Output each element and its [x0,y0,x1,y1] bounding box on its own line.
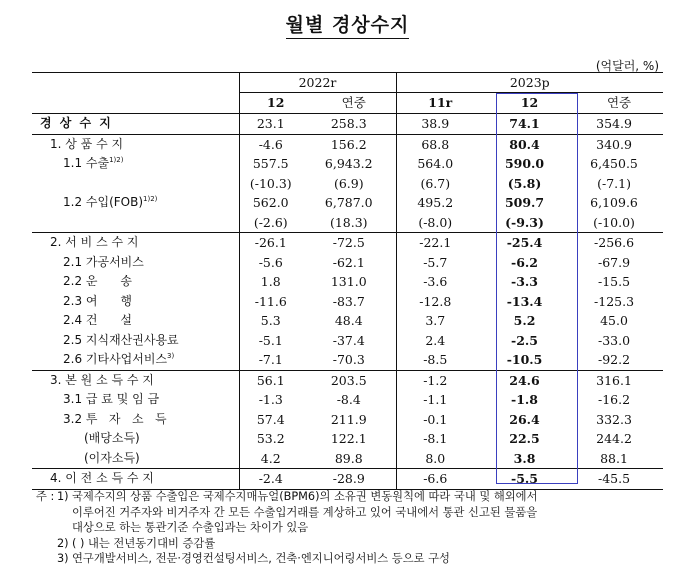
header-row-periods [32,93,663,114]
cell-value: 495.2 [396,193,484,213]
table-row [32,350,663,370]
row-label [32,114,239,135]
footnote-1 [36,489,676,536]
row-label-text: 3. 본 원 소 득 수 지 [50,372,154,387]
cell-value: (-2.6) [239,213,312,233]
footnote-2-text: ( ) 내는 전년동기대비 증감률 [72,536,216,550]
row-label-text: 2.3 여 행 [63,293,132,308]
cell-value: -13.4 [506,293,543,309]
cell-value: -83.7 [332,293,365,309]
header-col-1: 12 [239,93,312,114]
cell-value: 3.7 [396,311,484,331]
row-label [32,213,239,233]
cell-value: 6,787.0 [324,195,373,210]
cell-value: -5.5 [484,469,575,490]
cell-value: 56.1 [239,370,312,390]
cell-value: (5.8) [507,175,542,191]
cell-value: -92.2 [597,352,631,367]
table-row [32,134,663,154]
cell-value: -3.3 [511,274,538,289]
table-row [32,154,663,174]
row-label [32,292,239,312]
cell-value: 557.5 [239,154,312,174]
cell-value: -7.1 [239,350,312,370]
row-label-text: 3.2 투 자 소 득 [63,411,167,426]
table-row [32,233,663,253]
cell-value: -5.7 [396,253,484,273]
row-label-text: 경 상 수 지 [40,116,113,130]
row-label-text: 2.4 건 설 [63,313,132,327]
cell-value: 203.5 [312,370,396,390]
header-row-years [32,73,663,93]
cell-value: 48.4 [334,313,363,328]
cell-value: 5.2 [513,313,536,328]
cell-value: 88.1 [600,450,628,466]
cell-value: 332.3 [596,411,632,427]
cell-value: -1.3 [239,390,312,410]
footnote-2-number: 2) [57,536,69,550]
footnote-ref: 3) [167,352,175,360]
cell-value: 8.0 [396,449,484,469]
cell-value: 89.8 [334,450,363,466]
row-label-text: 2.6 기타사업서비스 [63,352,168,366]
row-label [32,331,239,351]
cell-value: -26.1 [239,233,312,253]
cell-value: 156.2 [312,134,396,154]
footnotes [36,489,676,567]
row-label-text: 2.2 운 송 [63,274,132,288]
row-label [32,449,239,469]
table-row [32,410,663,430]
table-row [32,370,663,390]
cell-value: -45.5 [575,469,663,490]
cell-value: 38.9 [396,114,484,135]
cell-value: 211.9 [330,411,367,427]
footnote-1-line2: 이루어진 거주자와 비거주자 간 모든 수출입거래를 계상하고 있어 국내에서 통관 신고된 물품을 [72,505,538,519]
header-col-5: 연중 [575,93,663,114]
cell-value: 590.0 [504,156,545,171]
cell-value: 509.7 [504,195,545,210]
cell-value: -2.4 [239,469,312,490]
cell-value: 244.2 [596,431,632,446]
row-label [32,134,239,154]
cell-value: -1.1 [396,390,484,410]
cell-value: -5.1 [239,331,312,351]
cell-value: (-10.0) [593,214,635,230]
footnote-1-line1: 국제수지의 상품 수출입은 국제수지매뉴얼(BPM6)의 소유권 변동원칙에 따라 국내 및 해외에서 [72,490,538,503]
table-row [32,272,663,292]
current-account-table [32,72,663,490]
table-row [32,213,663,233]
cell-value: -11.6 [239,292,312,312]
cell-value: -25.4 [484,233,575,253]
cell-value: 1.8 [239,272,312,292]
cell-value: -125.3 [594,293,635,309]
cell-value: (18.3) [329,214,368,230]
cell-value: (-7.1) [597,175,631,191]
table-row [32,390,663,410]
cell-value: 53.2 [239,429,312,449]
row-label-text: 2. 서 비 스 수 지 [50,235,139,249]
row-label [32,469,239,490]
row-label [32,193,239,213]
cell-value: -16.2 [597,392,631,407]
cell-value: 6,109.6 [590,195,638,210]
cell-value: -37.4 [332,332,365,348]
row-label [32,233,239,253]
cell-value: 4.2 [239,449,312,469]
cell-value: -5.6 [239,253,312,273]
row-label-text: (배당소득) [84,431,140,445]
footnote-3-number: 3) [57,552,69,565]
row-label [32,370,239,390]
cell-value: 45.0 [600,313,628,328]
cell-value: -10.5 [506,352,543,367]
row-label [32,154,239,174]
cell-value: -6.6 [396,469,484,490]
row-label-text: 2.5 지식재산권사용료 [63,332,179,347]
table-row [32,193,663,213]
header-col-3: 11r [396,93,484,114]
row-label-text: 1.1 수출 [63,156,110,170]
cell-value: -256.6 [575,233,663,253]
cell-value: 5.3 [239,311,312,331]
cell-value: 80.4 [484,134,575,154]
header-col-2: 연중 [312,93,396,114]
cell-value: -8.4 [336,392,361,407]
cell-value: 354.9 [575,114,663,135]
cell-value: -1.8 [511,392,538,407]
footnote-ref: 1)2) [143,195,158,203]
table-row [32,469,663,490]
cell-value: -62.1 [332,254,365,270]
row-label [32,311,239,331]
row-label-text: 3.1 급 료 및 임 금 [63,392,160,406]
cell-value: 22.5 [509,431,540,446]
cell-value: 122.1 [330,431,367,446]
table-row [32,331,663,351]
cell-value: 26.4 [509,411,540,427]
cell-value: 2.4 [396,331,484,351]
footnote-3 [36,551,676,567]
cell-value: -8.5 [396,350,484,370]
table-row [32,253,663,273]
cell-value: (6.9) [333,175,364,191]
cell-value: -0.1 [396,410,484,430]
footnote-prefix: 주 : [36,490,55,503]
cell-value: -6.2 [511,254,538,270]
cell-value: 74.1 [484,114,575,135]
row-label [32,390,239,410]
cell-value: -12.8 [396,292,484,312]
cell-value: 258.3 [312,114,396,135]
cell-value: 340.9 [575,134,663,154]
cell-value: -72.5 [312,233,396,253]
cell-value: -2.5 [511,332,538,348]
cell-value: 23.1 [239,114,312,135]
cell-value: 564.0 [396,154,484,174]
cell-value: -8.1 [396,429,484,449]
footnote-1-number: 1) [57,490,69,503]
row-label-text: (이자소득) [84,450,140,465]
table-row [32,114,663,135]
row-label-text: 1.2 수입(FOB) [63,195,144,209]
header-col-4: 12 [484,93,575,114]
cell-value: 562.0 [239,193,312,213]
table-row [32,174,663,194]
header-year-2023: 2023p [396,73,663,93]
cell-value: -4.6 [239,134,312,154]
table-body [32,114,663,490]
row-label [32,350,239,370]
row-label [32,429,239,449]
cell-value: (-8.0) [396,213,484,233]
cell-value: -67.9 [597,254,631,270]
table-row [32,292,663,312]
table-row [32,429,663,449]
cell-value: -22.1 [396,233,484,253]
cell-value: (6.7) [396,174,484,194]
row-label [32,410,239,430]
footnote-1-line3: 대상으로 하는 통관기준 수출입과는 차이가 있음 [72,521,309,534]
cell-value: -33.0 [597,332,631,348]
footnote-2 [36,536,676,552]
cell-value: (-9.3) [505,214,544,230]
footnote-ref: 1)2) [109,156,124,164]
table-row [32,311,663,331]
row-label [32,174,239,194]
row-label [32,272,239,292]
row-label-text: 2.1 가공서비스 [63,254,144,269]
cell-value: -70.3 [332,352,365,367]
cell-value: 24.6 [484,370,575,390]
row-label [32,253,239,273]
cell-value: -15.5 [597,274,631,289]
row-label-text: 4. 이 전 소 득 수 지 [50,471,154,485]
header-year-2022: 2022r [239,73,396,93]
footnote-3-text: 연구개발서비스, 전문·경영컨설팅서비스, 건축·엔지니어링서비스 등으로 구성 [72,552,450,565]
cell-value: 131.0 [330,274,367,289]
cell-value: -28.9 [312,469,396,490]
table-row [32,449,663,469]
cell-value: 316.1 [575,370,663,390]
cell-value: 6,450.5 [590,156,638,171]
unit-label: (억달러, %) [595,59,659,73]
cell-value: 3.8 [513,450,536,466]
cell-value: (-10.3) [239,174,312,194]
cell-value: 6,943.2 [324,156,373,171]
row-label-text: 1. 상 품 수 지 [50,136,124,151]
cell-value: 57.4 [239,410,312,430]
cell-value: 68.8 [396,134,484,154]
page-title: 월별 경상수지 [0,10,695,37]
cell-value: -3.6 [396,272,484,292]
cell-value: -1.2 [396,370,484,390]
